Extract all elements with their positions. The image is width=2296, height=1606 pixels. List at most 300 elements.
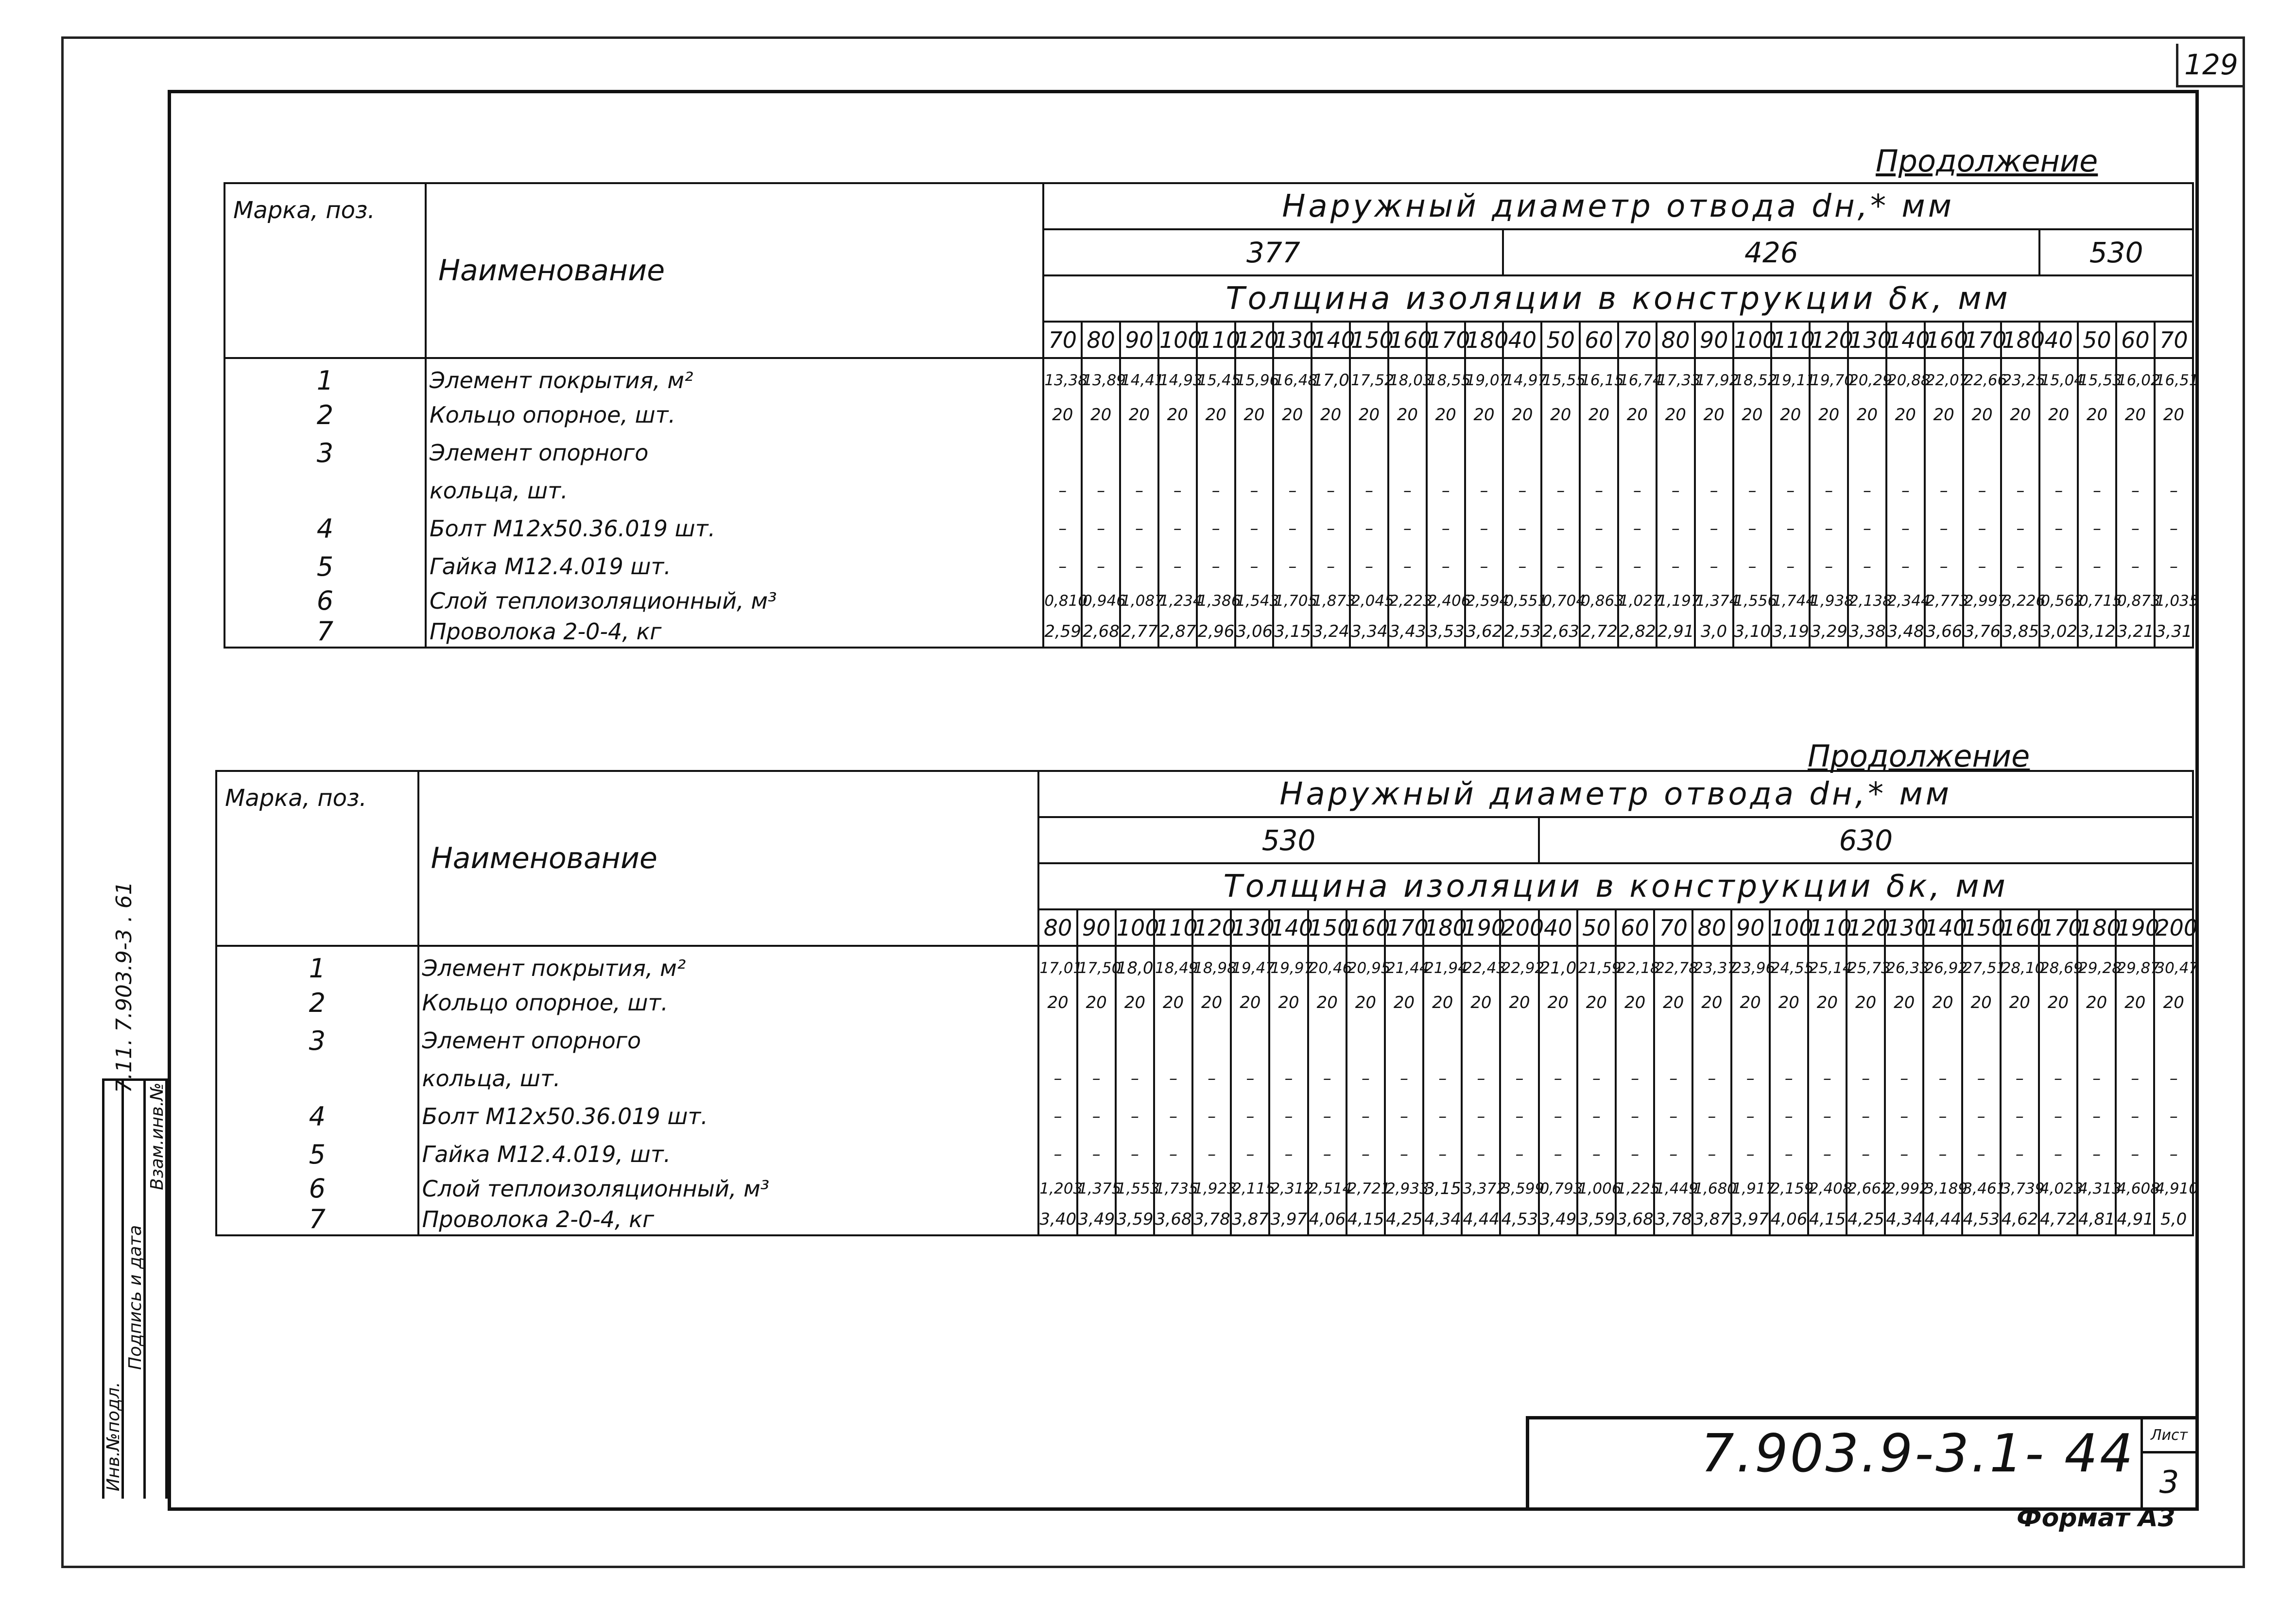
value-cell	[1347, 1022, 1385, 1059]
value-cell: –	[2039, 1135, 2077, 1173]
thickness-value: 180	[2001, 322, 2039, 358]
value-cell	[1923, 1022, 1962, 1059]
value-cell: 17,50	[1077, 946, 1116, 984]
value-cell	[2116, 434, 2155, 472]
thickness-value: 50	[1541, 322, 1580, 358]
value-cell: 2,96	[1197, 616, 1235, 648]
value-cell: 14,97	[1503, 358, 1541, 396]
value-cell: –	[1848, 510, 1886, 547]
value-cell: –	[1308, 1135, 1347, 1173]
value-cell: 16,15	[1580, 358, 1618, 396]
value-cell: –	[2078, 547, 2116, 585]
value-cell: 3,78	[1192, 1204, 1231, 1235]
value-cell: 4,15	[1347, 1204, 1385, 1235]
value-cell	[1197, 434, 1235, 472]
value-cell: –	[1733, 472, 1772, 510]
value-cell: –	[1423, 1097, 1462, 1135]
value-cell	[1962, 1022, 2001, 1059]
value-cell	[2155, 434, 2193, 472]
position-cell: 3	[216, 1022, 418, 1059]
thickness-header: Толщина изоляции в конструкции δк, мм	[1043, 275, 2193, 322]
value-cell: –	[1427, 547, 1465, 585]
value-cell: –	[1963, 510, 2002, 547]
value-cell: 20	[2001, 984, 2039, 1022]
thickness-value: 190	[1462, 909, 1500, 946]
value-cell: 1,197	[1657, 585, 1695, 616]
value-cell	[1810, 434, 1848, 472]
sheet-number-box	[2141, 1419, 2195, 1509]
value-cell: –	[1808, 1059, 1847, 1097]
table-row	[216, 1097, 2193, 1135]
value-cell: 3,739	[2001, 1173, 2039, 1204]
value-cell: –	[1154, 1059, 1192, 1097]
thickness-value: 70	[2155, 322, 2193, 358]
value-cell: –	[1847, 1135, 1885, 1173]
thickness-value: 140	[1312, 322, 1350, 358]
value-cell: –	[1962, 1097, 2001, 1135]
value-cell: 4,313	[2077, 1173, 2116, 1204]
value-cell: –	[1885, 1135, 1923, 1173]
value-cell: 20	[1158, 396, 1197, 434]
value-cell: 0,863	[1580, 585, 1618, 616]
item-name-cell: Элемент опорного	[418, 1022, 1039, 1059]
continuation-label-1: Продолжение	[1876, 143, 2098, 179]
value-cell: 22,18	[1616, 946, 1654, 984]
value-cell: 1,386	[1197, 585, 1235, 616]
value-cell: –	[1082, 547, 1120, 585]
value-cell: –	[1462, 1135, 1500, 1173]
item-name-cell: кольца, шт.	[418, 1059, 1039, 1097]
value-cell: –	[1925, 547, 1963, 585]
value-cell: 3,59	[1577, 1204, 1616, 1235]
table-row	[224, 434, 2193, 472]
thickness-value: 110	[1197, 322, 1235, 358]
position-cell: 2	[216, 984, 418, 1022]
sheet-label: Лист	[2143, 1419, 2195, 1453]
value-cell: –	[1733, 547, 1772, 585]
thickness-value: 80	[1082, 322, 1120, 358]
value-cell: 3,226	[2001, 585, 2039, 616]
value-cell: –	[1312, 510, 1350, 547]
thickness-value: 70	[1043, 322, 1082, 358]
value-cell: –	[1657, 510, 1695, 547]
value-cell	[2001, 434, 2039, 472]
value-cell: –	[1154, 1097, 1192, 1135]
value-cell: –	[1923, 1097, 1962, 1135]
value-cell: –	[1771, 547, 1810, 585]
value-cell: –	[1810, 547, 1848, 585]
value-cell: –	[2039, 1097, 2077, 1135]
value-cell: 20	[1925, 396, 1963, 434]
value-cell: –	[1654, 1135, 1692, 1173]
thickness-value: 130	[1273, 322, 1312, 358]
value-cell: 2,408	[1808, 1173, 1847, 1204]
value-cell: 20	[1771, 396, 1810, 434]
thickness-value: 120	[1810, 322, 1848, 358]
value-cell: 3,85	[2001, 616, 2039, 648]
value-cell: 3,59	[1116, 1204, 1154, 1235]
value-cell	[1577, 1022, 1616, 1059]
thickness-value: 80	[1038, 909, 1077, 946]
table-row	[216, 1022, 2193, 1059]
thickness-value: 70	[1618, 322, 1657, 358]
value-cell: 20	[1657, 396, 1695, 434]
value-cell	[1423, 1022, 1462, 1059]
value-cell: 0,562	[2039, 585, 2078, 616]
value-cell: –	[2039, 547, 2078, 585]
value-cell: –	[1192, 1097, 1231, 1135]
table-row	[224, 396, 2193, 434]
value-cell: 20	[2155, 396, 2193, 434]
value-cell: 20	[1388, 396, 1427, 434]
position-cell: 4	[216, 1097, 418, 1135]
value-cell	[1388, 434, 1427, 472]
value-cell	[1500, 1022, 1538, 1059]
value-cell	[1885, 1022, 1923, 1059]
value-cell: 1,543	[1235, 585, 1274, 616]
value-cell: 0,551	[1503, 585, 1541, 616]
diameter-group: 377	[1043, 229, 1503, 275]
value-cell	[1808, 1022, 1847, 1059]
thickness-value: 100	[1733, 322, 1772, 358]
value-cell: –	[1197, 510, 1235, 547]
value-cell: –	[1273, 510, 1312, 547]
item-name-cell: Элемент опорного	[426, 434, 1043, 472]
value-cell: 16,02	[2116, 358, 2155, 396]
value-cell	[1847, 1022, 1885, 1059]
value-cell: 2,159	[1770, 1173, 1808, 1204]
value-cell: –	[2001, 510, 2039, 547]
value-cell: 25,14	[1808, 946, 1847, 984]
value-cell: 15,55	[1541, 358, 1580, 396]
value-cell: 20	[2078, 396, 2116, 434]
value-cell: –	[1541, 547, 1580, 585]
thickness-value: 200	[1500, 909, 1538, 946]
value-cell: 2,59	[1043, 616, 1082, 648]
value-cell	[1308, 1022, 1347, 1059]
thickness-value: 140	[1886, 322, 1925, 358]
thickness-value: 40	[2039, 322, 2078, 358]
value-cell: –	[2001, 547, 2039, 585]
value-cell: –	[1350, 547, 1388, 585]
value-cell: –	[1231, 1135, 1269, 1173]
thickness-value: 120	[1235, 322, 1274, 358]
position-cell: 3	[224, 434, 426, 472]
value-cell: –	[1500, 1135, 1538, 1173]
value-cell: 18,52	[1733, 358, 1772, 396]
thickness-value: 150	[1308, 909, 1347, 946]
item-name-cell: Элемент покрытия, м²	[426, 358, 1043, 396]
value-cell: –	[1347, 1059, 1385, 1097]
value-cell: 1,234	[1158, 585, 1197, 616]
value-cell: 19,11	[1771, 358, 1810, 396]
value-cell: 3,15	[1273, 616, 1312, 648]
value-cell: –	[1695, 510, 1733, 547]
thickness-value: 40	[1503, 322, 1541, 358]
value-cell: –	[1500, 1097, 1538, 1135]
value-cell	[1963, 434, 2002, 472]
value-cell: –	[1654, 1097, 1692, 1135]
value-cell: –	[1043, 510, 1082, 547]
value-cell: 2,91	[1657, 616, 1695, 648]
value-cell: –	[1043, 472, 1082, 510]
value-cell: –	[1657, 547, 1695, 585]
table-row	[216, 1173, 2193, 1204]
value-cell: 3,0	[1695, 616, 1733, 648]
value-cell: 4,06	[1770, 1204, 1808, 1235]
value-cell: 24,55	[1770, 946, 1808, 984]
value-cell: –	[1308, 1059, 1347, 1097]
position-cell: 5	[216, 1135, 418, 1173]
value-cell	[1312, 434, 1350, 472]
value-cell	[1158, 434, 1197, 472]
value-cell: 20	[1347, 984, 1385, 1022]
value-cell: 20	[1120, 396, 1158, 434]
value-cell: –	[1235, 510, 1274, 547]
value-cell	[1120, 434, 1158, 472]
value-cell: –	[1925, 472, 1963, 510]
value-cell	[1770, 1022, 1808, 1059]
item-name-cell: кольца, шт.	[426, 472, 1043, 510]
position-cell: 2	[224, 396, 426, 434]
value-cell	[1848, 434, 1886, 472]
value-cell: –	[1423, 1059, 1462, 1097]
value-cell: 3,02	[2039, 616, 2078, 648]
value-cell: 1,374	[1695, 585, 1733, 616]
format-label: Формат А3	[2017, 1503, 2175, 1533]
value-cell: 4,25	[1385, 1204, 1423, 1235]
value-cell: 1,027	[1618, 585, 1657, 616]
value-cell	[1539, 1022, 1577, 1059]
value-cell: –	[1771, 472, 1810, 510]
value-cell: –	[1695, 547, 1733, 585]
table-row	[216, 1204, 2193, 1235]
value-cell: 3,66	[1925, 616, 1963, 648]
value-cell: –	[2001, 1135, 2039, 1173]
value-cell: –	[1885, 1097, 1923, 1135]
thickness-value: 170	[1963, 322, 2002, 358]
value-cell: –	[2077, 1097, 2116, 1135]
position-cell: 7	[216, 1204, 418, 1235]
diameter-group: 630	[1539, 817, 2193, 863]
value-cell	[1541, 434, 1580, 472]
thickness-value: 50	[1577, 909, 1616, 946]
value-cell: 22,78	[1654, 946, 1692, 984]
thickness-value: 90	[1120, 322, 1158, 358]
diameter-group: 530	[1038, 817, 1538, 863]
thickness-value: 110	[1808, 909, 1847, 946]
value-cell: –	[1886, 547, 1925, 585]
value-cell: –	[1385, 1135, 1423, 1173]
value-cell: 26,33	[1885, 946, 1923, 984]
thickness-value: 80	[1692, 909, 1731, 946]
value-cell: 14,41	[1120, 358, 1158, 396]
value-cell: 20	[1654, 984, 1692, 1022]
value-cell: –	[2116, 1059, 2154, 1097]
sheet-value: 3	[2159, 1465, 2179, 1501]
value-cell: 2,115	[1231, 1173, 1269, 1204]
value-cell: 3,19	[1771, 616, 1810, 648]
document-code: 7.903.9-3.1- 44	[1701, 1423, 2135, 1484]
value-cell: 1,553	[1116, 1173, 1154, 1204]
value-cell: –	[1273, 547, 1312, 585]
value-cell: –	[1963, 547, 2002, 585]
value-cell: 20	[1116, 984, 1154, 1022]
value-cell: –	[1733, 510, 1772, 547]
value-cell: –	[1388, 510, 1427, 547]
table-row	[224, 616, 2193, 648]
value-cell: –	[1273, 472, 1312, 510]
value-cell: –	[1038, 1097, 1077, 1135]
thickness-value: 160	[2001, 909, 2039, 946]
value-cell: 4,910	[2154, 1173, 2193, 1204]
value-cell: –	[2155, 472, 2193, 510]
item-name-cell: Кольцо опорное, шт.	[426, 396, 1043, 434]
value-cell: 20	[1235, 396, 1274, 434]
value-cell	[1616, 1022, 1654, 1059]
value-cell: –	[1197, 547, 1235, 585]
value-cell: 25,73	[1847, 946, 1885, 984]
value-cell: –	[1503, 510, 1541, 547]
value-cell	[1462, 1022, 1500, 1059]
value-cell: 20	[1616, 984, 1654, 1022]
value-cell: 4,608	[2116, 1173, 2154, 1204]
value-cell: –	[1692, 1097, 1731, 1135]
value-cell: –	[1038, 1059, 1077, 1097]
value-cell: 20	[1848, 396, 1886, 434]
value-cell: 20	[1731, 984, 1770, 1022]
value-cell: 20	[1503, 396, 1541, 434]
value-cell: –	[1197, 472, 1235, 510]
value-cell: 4,06	[1308, 1204, 1347, 1235]
value-cell: –	[1616, 1097, 1654, 1135]
value-cell: –	[1269, 1135, 1308, 1173]
value-cell: –	[1847, 1097, 1885, 1135]
value-cell: 17,52	[1350, 358, 1388, 396]
value-cell: 4,34	[1423, 1204, 1462, 1235]
value-cell: 3,29	[1810, 616, 1848, 648]
value-cell: –	[1158, 510, 1197, 547]
value-cell: 4,34	[1885, 1204, 1923, 1235]
value-cell: 13,38	[1043, 358, 1082, 396]
value-cell: –	[1577, 1135, 1616, 1173]
value-cell: 20	[1231, 984, 1269, 1022]
thickness-value: 160	[1388, 322, 1427, 358]
table-row	[216, 984, 2193, 1022]
value-cell: 20	[2001, 396, 2039, 434]
value-cell: –	[1695, 472, 1733, 510]
value-cell: 3,372	[1462, 1173, 1500, 1204]
value-cell: –	[1465, 547, 1503, 585]
value-cell: –	[2001, 472, 2039, 510]
value-cell: 20	[1269, 984, 1308, 1022]
value-cell: 3,12	[2078, 616, 2116, 648]
value-cell: 3,43	[1388, 616, 1427, 648]
value-cell: 15,45	[1197, 358, 1235, 396]
value-cell: –	[2039, 510, 2078, 547]
value-cell: 20	[1885, 984, 1923, 1022]
thickness-value: 110	[1771, 322, 1810, 358]
diameter-group: 426	[1503, 229, 2039, 275]
value-cell: 3,87	[1231, 1204, 1269, 1235]
value-cell: 17,33	[1657, 358, 1695, 396]
value-cell: 2,72	[1580, 616, 1618, 648]
value-cell: 15,53	[2078, 358, 2116, 396]
value-cell	[2001, 1022, 2039, 1059]
value-cell: 20	[1618, 396, 1657, 434]
value-cell: 3,68	[1616, 1204, 1654, 1235]
value-cell: –	[1077, 1135, 1116, 1173]
value-cell: 3,87	[1692, 1204, 1731, 1235]
value-cell: 20	[1695, 396, 1733, 434]
thickness-value: 40	[1539, 909, 1577, 946]
value-cell	[2077, 1022, 2116, 1059]
thickness-value: 130	[1231, 909, 1269, 946]
thickness-value: 100	[1116, 909, 1154, 946]
item-name-cell: Кольцо опорное, шт.	[418, 984, 1039, 1022]
value-cell: –	[1731, 1135, 1770, 1173]
value-cell: 20	[1962, 984, 2001, 1022]
value-cell: 2,721	[1347, 1173, 1385, 1204]
value-cell: 20	[1312, 396, 1350, 434]
value-cell: 20	[1154, 984, 1192, 1022]
value-cell: 1,035	[2155, 585, 2193, 616]
continuation-label-2: Продолжение	[1808, 738, 2030, 774]
value-cell: 2,514	[1308, 1173, 1347, 1204]
thickness-value: 120	[1847, 909, 1885, 946]
value-cell	[1082, 434, 1120, 472]
item-name-cell: Элемент покрытия, м²	[418, 946, 1039, 984]
value-cell: –	[1923, 1059, 1962, 1097]
value-cell: 1,006	[1577, 1173, 1616, 1204]
value-cell: –	[1580, 472, 1618, 510]
value-cell: 29,28	[2077, 946, 2116, 984]
value-cell: 3,461	[1962, 1173, 2001, 1204]
value-cell: –	[1154, 1135, 1192, 1173]
value-cell: –	[1692, 1135, 1731, 1173]
value-cell: –	[1808, 1097, 1847, 1135]
value-cell: –	[1539, 1097, 1577, 1135]
value-cell: 1,873	[1312, 585, 1350, 616]
value-cell: 29,87	[2116, 946, 2154, 984]
value-cell	[1350, 434, 1388, 472]
value-cell	[1231, 1022, 1269, 1059]
value-cell: –	[1077, 1097, 1116, 1135]
value-cell	[1465, 434, 1503, 472]
value-cell: –	[1577, 1097, 1616, 1135]
value-cell: –	[2116, 1097, 2154, 1135]
value-cell: 4,023	[2039, 1173, 2077, 1204]
value-cell	[1503, 434, 1541, 472]
value-cell: –	[1423, 1135, 1462, 1173]
thickness-value: 170	[1427, 322, 1465, 358]
value-cell: –	[1923, 1135, 1962, 1173]
value-cell: 0,793	[1539, 1173, 1577, 1204]
value-cell: –	[1810, 472, 1848, 510]
value-cell: 20	[1038, 984, 1077, 1022]
value-cell	[1654, 1022, 1692, 1059]
value-cell: 20	[1963, 396, 2002, 434]
value-cell	[2116, 1022, 2154, 1059]
value-cell: 20	[1541, 396, 1580, 434]
value-cell: 3,97	[1269, 1204, 1308, 1235]
value-cell: –	[1350, 472, 1388, 510]
thickness-value: 100	[1770, 909, 1808, 946]
value-cell: –	[1038, 1135, 1077, 1173]
position-cell: 1	[224, 358, 426, 396]
thickness-value: 90	[1731, 909, 1770, 946]
value-cell: 16,74	[1618, 358, 1657, 396]
